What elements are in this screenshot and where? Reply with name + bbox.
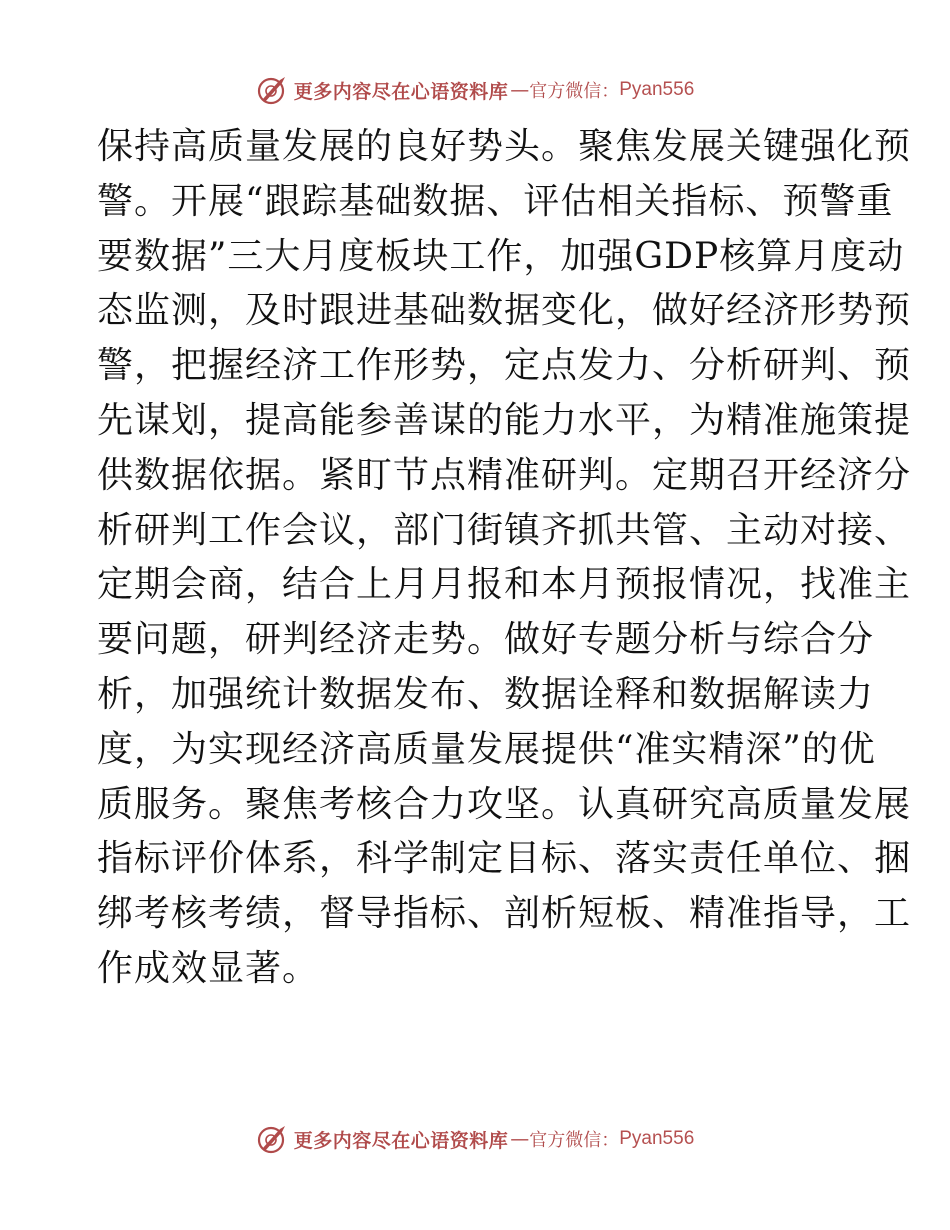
watermark-account: Pyan556	[619, 1128, 695, 1149]
body-line: 警，把握经济工作形势，定点发力、分析研判、预	[97, 345, 912, 387]
body-line: 度，为实现经济高质量发展提供“准实精深”的优	[97, 728, 876, 770]
watermark-label: 官方微信：	[529, 81, 620, 102]
quill-in-circle-icon	[256, 74, 288, 106]
body-line: 质服务。聚焦考核合力攻坚。认真研究高质量发展	[97, 783, 912, 825]
watermark-account: Pyan556	[619, 79, 695, 100]
body-line: 态监测，及时跟进基础数据变化，做好经济形势预	[97, 290, 912, 332]
footer-watermark	[0, 1119, 950, 1159]
quill-in-circle-icon	[256, 1123, 288, 1155]
watermark-brand: 更多内容尽在心语资料库	[293, 80, 509, 103]
header-watermark	[0, 70, 950, 110]
document-body	[97, 120, 912, 997]
body-line: 先谋划，提高能参善谋的能力水平，为精准施策提	[97, 399, 912, 441]
body-line: 作成效显著。	[97, 947, 320, 989]
watermark-dash: —	[510, 1128, 528, 1150]
body-line: 析研判工作会议，部门街镇齐抓共管、主动对接、	[97, 509, 912, 551]
watermark-brand: 更多内容尽在心语资料库	[293, 1129, 509, 1152]
body-line: 保持高质量发展的良好势头。聚焦发展关键强化预	[97, 126, 912, 167]
body-line: 要数据”三大月度板块工作，加强GDP核算月度动	[97, 235, 905, 277]
body-line: 警。开展“跟踪基础数据、评估相关指标、预警重	[97, 180, 894, 222]
body-line: 要问题，研判经济走势。做好专题分析与综合分	[97, 619, 875, 661]
body-line: 指标评价体系，科学制定目标、落实责任单位、捆	[97, 838, 912, 880]
watermark-dash: —	[510, 79, 528, 101]
body-line: 定期会商，结合上月月报和本月预报情况，找准主	[97, 564, 912, 606]
body-line: 供数据依据。紧盯节点精准研判。定期召开经济分	[97, 454, 912, 496]
body-line: 绑考核考绩，督导指标、剖析短板、精准指导，工	[97, 893, 912, 935]
watermark-label: 官方微信：	[529, 1130, 620, 1151]
body-line: 析，加强统计数据发布、数据诠释和数据解读力	[97, 673, 875, 715]
